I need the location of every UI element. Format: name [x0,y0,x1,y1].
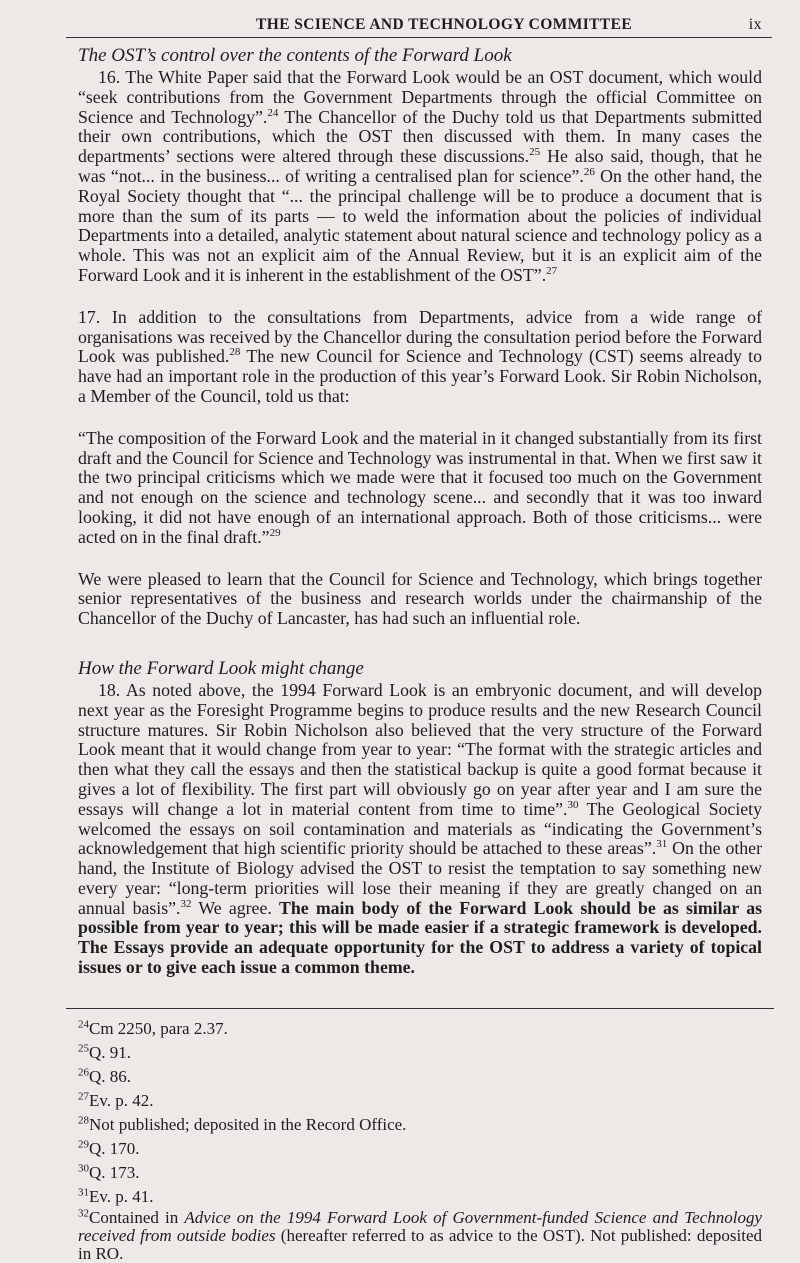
footnote-ref-26: 26 [583,166,595,179]
footnote-28: $^{28}$Not published; deposited in the Record Office. [78,1114,407,1134]
footnote-ref-29: 29 [269,526,281,539]
footnote-24: $^{24}$Cm 2250, para 2.37. [78,1018,228,1038]
footnote-ref-30: 30 [567,798,579,811]
nicholson-quote: “The composition of the Forward Look and the material in it changed substantially from its first draft and the Council for Science and Technology was instrumental in that. When we first saw it the two principal criticisms which we made were that it focused too much on the Government and not enough on the science and technology scene... and secondly that it was too inward looking, it did not have enough of an international approach. Both of those criticisms... were acted on in the final draft.”$^{29}$ [78,427,762,547]
footnote-32: $^{32}$Contained in Advice on the 1994 Forward Look of Government-funded Science and Technology received from outside bodies (hereafter referred to as advice to the OST). Not published: deposited in RO. [78,1207,762,1263]
committee-recommendation: The main body of the Forward Look should be as similar as possible from year to year; this will be made easier if a strategic framework is developed. The Essays provide an adequate opportunity for the OST to address a variety of topical issues or to give each issue a common theme. [78,897,763,978]
footnote-ref-27: 27 [546,265,558,278]
footnote-29: $^{29}$Q. 170. [78,1138,140,1158]
footnote-rule [66,1008,774,1009]
paragraph-cst-role: We were pleased to learn that the Council for Science and Technology, which brings together senior representatives of the business and research worlds under the chairmanship of the Chancellor of the Duchy of Lancaster, has had such an influential role. [78,568,762,629]
footnote-ref-24: 24 [267,106,279,119]
footnote-ref-25: 25 [529,146,541,159]
footnote-30: $^{30}$Q. 173. [78,1162,140,1182]
header-rule [66,37,772,38]
running-header [78,16,762,34]
footnote-ref-28: 28 [229,346,241,359]
page-number: ix [748,16,762,33]
section-heading-forward-look-change: How the Forward Look might change [78,657,364,679]
footnote-31: $^{31}$Ev. p. 41. [78,1186,154,1206]
footnote-ref-32: 32 [180,897,192,910]
paragraph-17: 17. In addition to the consultations from Departments, advice from a wide range of organisations was received by the Chancellor during the consultation period before the Forward Look was published.$^{28}$ The new Council for Science and Technology (CST) seems already to have had an important role in the production of this year’s Forward Look. Sir Robin Nicholson, a Member of the Council, told us that: [78,306,762,406]
paragraph-16: 16. The White Paper said that the Forward Look would be an OST document, which would “seek contributions from the Government Departments through the official Committee on Science and Technology”.$^{24}$ The Chancellor of the Duchy told us that Departments submitted their own contributions, which the OST then discussed with them. In many cases the departments’ sections were altered through these discussions.$^{25}$ He also said, though, that he was “not... in the business... of writing a centralised plan for science”.$^{26}$ On the other hand, the Royal Society thought that “... the principal challenge will be to produce a document that is more than the sum of its parts — to weld the information about the policies of individual Departments into a detailed, analytic statement about natural science and technology policy as a whole. This was not an explicit aim of the Annual Review, but it is an explicit aim of the Forward Look and it is inherent in the establishment of the OST”.$^{27}$ [78,67,763,285]
footnotes [78,1017,762,1263]
header-title: THE SCIENCE AND TECHNOLOGY COMMITTEE [256,16,633,33]
footnote-27: $^{27}$Ev. p. 42. [78,1090,154,1110]
paragraph-18: 18. As noted above, the 1994 Forward Look is an embryonic document, and will develop next year as the Foresight Programme begins to produce results and the new Research Council structure matures. Sir Robin Nicholson also believed that the very structure of the Forward Look meant that it would change from year to year: “The format with the strategic articles and then what they call the essays and then the statistical backup is quite a good format because it gives a lot of flexibility. The first part will obviously go on year after year and I am sure the essays will change a lot in material content from time to time”.$^{30}$ The Geological Society welcomed the essays on soil contamination and materials as “indicating the Government’s acknowledgement that high scientific priority should be attached to these areas”.$^{31}$ On the other hand, the Institute of Biology advised the OST to resist the temptation to say something new every year: “long-term priorities will lose their meaning if they are greatly changed on an annual basis”.$^{32}$ We agree. The main body of the Forward Look should be as similar as possible from year to year; this will be made easier if a strategic framework is developed. The Essays provide an adequate opportunity for the OST to address a variety of topical issues or to give each issue a common theme. [78,679,763,978]
section-heading-ost-control: The OST’s control over the contents of the Forward Look [78,45,512,66]
footnote-25: $^{25}$Q. 91. [78,1042,132,1062]
footnote-26: $^{26}$Q. 86. [78,1066,132,1086]
footnote-ref-31: 31 [656,838,668,851]
